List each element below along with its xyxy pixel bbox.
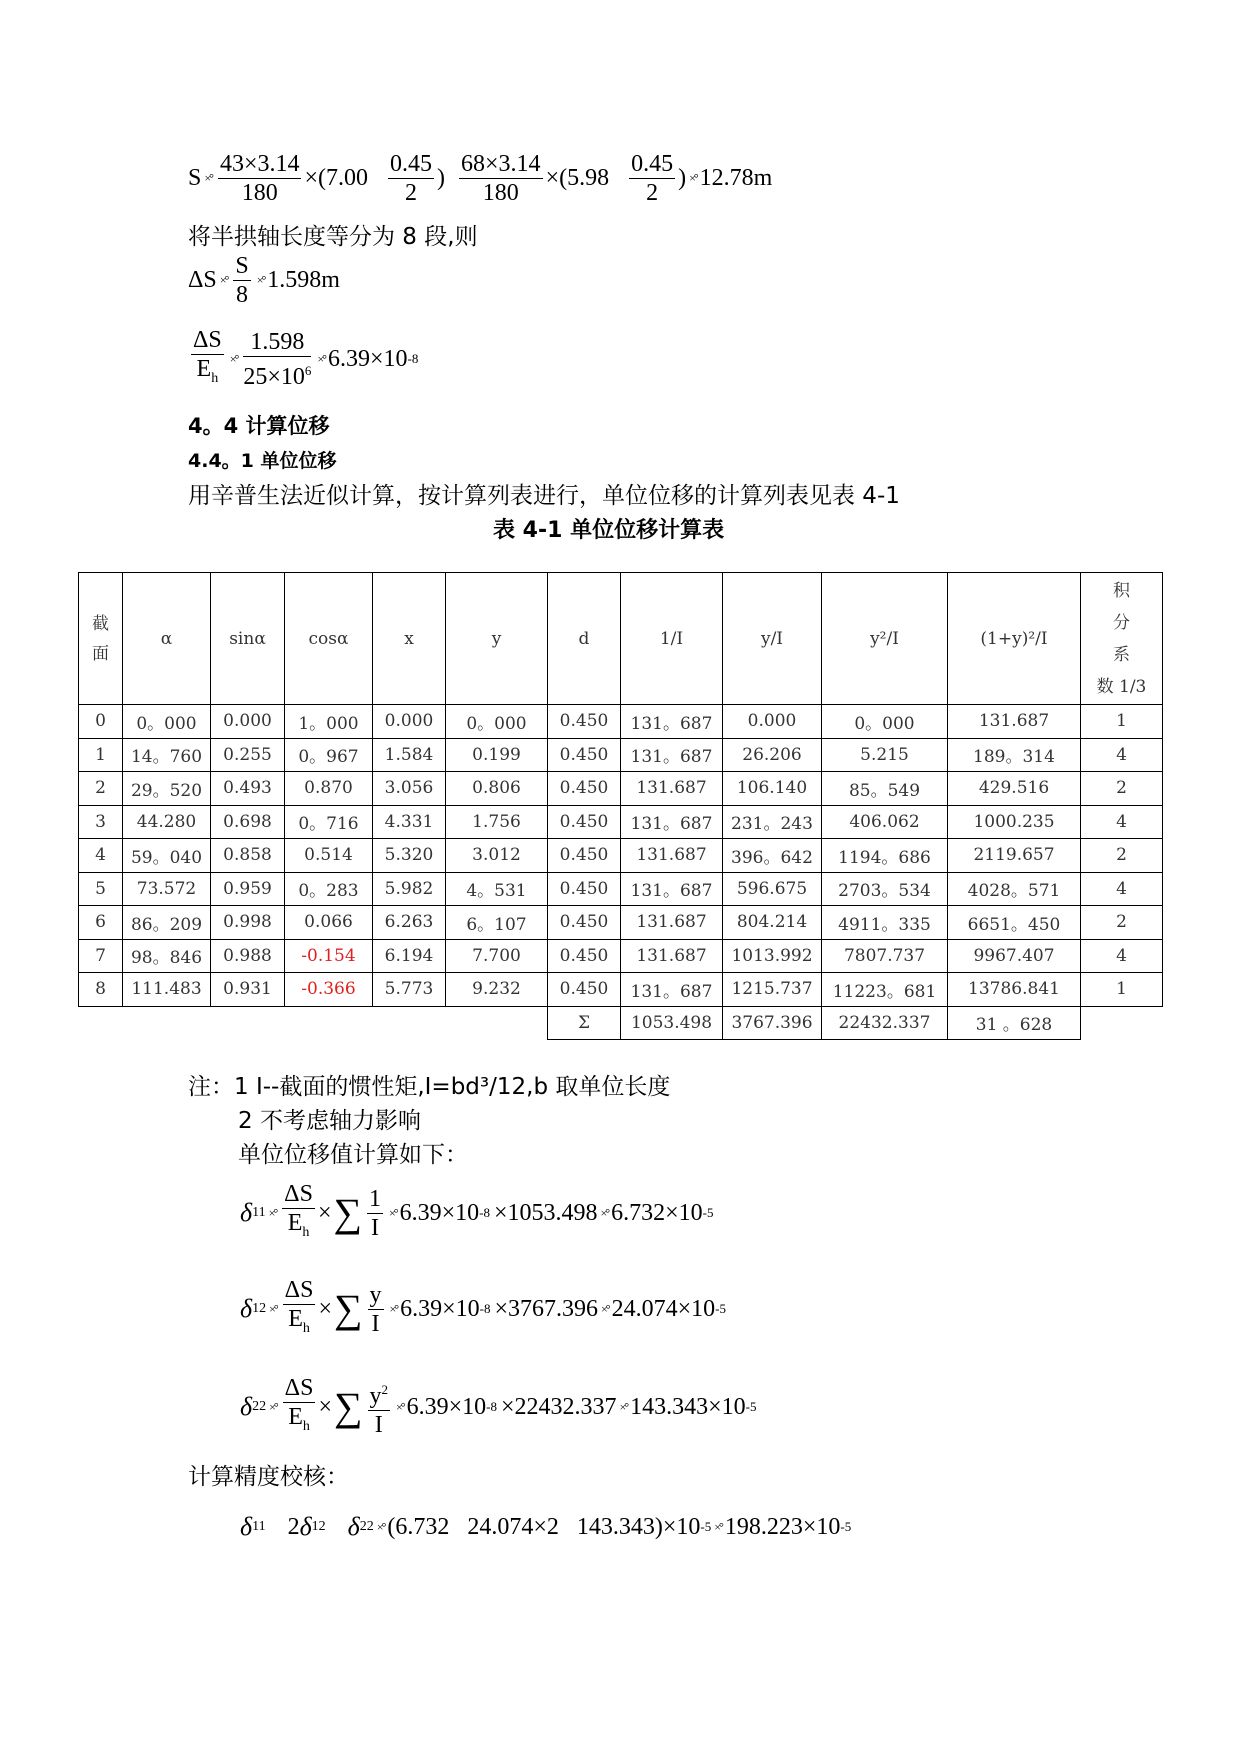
table-cell: 0.514 — [285, 839, 373, 873]
table-cell: 0.450 — [548, 805, 621, 839]
table-cell: 4。531 — [446, 872, 548, 906]
table-cell: 0.858 — [211, 839, 285, 873]
table-cell: 0.450 — [548, 906, 621, 940]
table-cell: 0.450 — [548, 772, 621, 806]
table-cell: 131.687 — [621, 906, 723, 940]
table-cell: 106.140 — [723, 772, 822, 806]
table-cell: 1 — [79, 738, 123, 772]
table-cell: -0.154 — [285, 939, 373, 973]
table-cell: 1.584 — [373, 738, 446, 772]
table-cell: 1 — [1081, 973, 1163, 1007]
table-cell: 0.255 — [211, 738, 285, 772]
table-cell: 131.687 — [621, 772, 723, 806]
table-cell: 0.931 — [211, 973, 285, 1007]
table-cell: 804.214 — [723, 906, 822, 940]
table-cell: 0.450 — [548, 738, 621, 772]
table-cell: 131。687 — [621, 705, 723, 739]
equation-check: δ 11 2 δ 12 δ 22 ×° (6.732 24.074×2 143.343)×10 -5 ×° 198.223×10 -5 — [240, 1512, 852, 1541]
table-title: 表 4-1 单位位移计算表 — [493, 518, 725, 543]
table-cell: 5.982 — [373, 872, 446, 906]
table-cell: 0.000 — [723, 705, 822, 739]
table-cell: 0。000 — [446, 705, 548, 739]
table-cell: -0.366 — [285, 973, 373, 1007]
table-cell: 5.773 — [373, 973, 446, 1007]
table-cell: 4 — [1081, 872, 1163, 906]
table-row — [79, 906, 1163, 940]
table-cell: 0.450 — [548, 839, 621, 873]
header-cell: y — [446, 573, 548, 705]
table-cell: 0。000 — [822, 705, 948, 739]
table-cell: 9967.407 — [948, 939, 1081, 973]
table-cell: 0。283 — [285, 872, 373, 906]
table-row — [79, 738, 1163, 772]
table-cell: 0.959 — [211, 872, 285, 906]
header-cell: 1/I — [621, 573, 723, 705]
table-cell: 231。243 — [723, 805, 822, 839]
header-cell: 积 分 系 数 1/3 — [1081, 573, 1163, 705]
table-cell: 8 — [79, 973, 123, 1007]
table-cell: 98。846 — [123, 939, 211, 973]
sum-cell: 1053.498 — [621, 1006, 723, 1040]
table-cell: 1194。686 — [822, 839, 948, 873]
table-cell: 0.000 — [211, 705, 285, 739]
table-cell: 9.232 — [446, 973, 548, 1007]
table-cell: 3.056 — [373, 772, 446, 806]
header-cell: 截 面 — [79, 573, 123, 705]
note-1: 注：1 I--截面的惯性矩,I=bd³/12,b 取单位长度 — [188, 1074, 671, 1100]
table-cell: 396。642 — [723, 839, 822, 873]
table-cell: 6.263 — [373, 906, 446, 940]
table-cell: 4.331 — [373, 805, 446, 839]
table-cell: 0.450 — [548, 705, 621, 739]
equation-delta-11: δ 11 ×° $\frac{\Delta S}{E_h}$ × ∑ $\frac{1}{I}$ ×° 6.39×10 -8 ×1053.498 ×° 6.732×10 -5 — [240, 1181, 714, 1241]
table-cell: 3.012 — [446, 839, 548, 873]
table-cell: 85。549 — [822, 772, 948, 806]
equation-arc-length: S ×° $\frac{43\times 3.14}{180}$ ×(7.00 $\frac{0.45}{2}$ ) $\frac{68\times 3.14}{180}$ ×(5.98 $\frac{0.45}{2}$ ) ×° 12.78m — [188, 151, 773, 206]
table-cell: 1215.737 — [723, 973, 822, 1007]
table-cell: 5 — [79, 872, 123, 906]
table-cell: 131。687 — [621, 973, 723, 1007]
table-cell: 29。520 — [123, 772, 211, 806]
table-cell: 4 — [1081, 805, 1163, 839]
table-cell: 131。687 — [621, 805, 723, 839]
table-cell: 0 — [79, 705, 123, 739]
note-2: 2 不考虑轴力影响 — [238, 1108, 421, 1134]
table-cell: 6.194 — [373, 939, 446, 973]
note-3: 单位位移值计算如下： — [238, 1142, 468, 1168]
table-cell: 0.450 — [548, 973, 621, 1007]
table-cell: 2 — [79, 772, 123, 806]
table-cell: 3 — [79, 805, 123, 839]
table-cell: 0.199 — [446, 738, 548, 772]
table-cell: 0。967 — [285, 738, 373, 772]
table-cell: 131。687 — [621, 872, 723, 906]
table-cell: 0.493 — [211, 772, 285, 806]
table-cell: 0.998 — [211, 906, 285, 940]
table-cell: 4 — [1081, 738, 1163, 772]
table-cell: 7.700 — [446, 939, 548, 973]
table-cell: 59。040 — [123, 839, 211, 873]
table-row — [79, 939, 1163, 973]
heading-4-4: 4。4 计算位移 — [188, 414, 330, 438]
table-row — [79, 805, 1163, 839]
table-cell: 596.675 — [723, 872, 822, 906]
header-cell: sinα — [211, 573, 285, 705]
table-cell: 0。716 — [285, 805, 373, 839]
table-row — [79, 872, 1163, 906]
header-cell: y²/I — [822, 573, 948, 705]
equation-delta-22: δ 22 ×° $\frac{\Delta S}{E_h}$ × ∑ $\frac{y^2}{I}$ ×° 6.39×10 -8 ×22432.337 ×° 143.343×10 -5 — [240, 1375, 757, 1438]
table-cell: 4 — [1081, 939, 1163, 973]
table-cell: 131.687 — [621, 839, 723, 873]
table-cell: 26.206 — [723, 738, 822, 772]
table-cell: 1 — [1081, 705, 1163, 739]
equation-delta-12: δ 12 ×° $\frac{\Delta S}{E_h}$ × ∑ $\frac{y}{I}$ ×° 6.39×10 -8 ×3767.396 ×° 24.074×10 -5 — [240, 1277, 726, 1337]
table-cell: 0.806 — [446, 772, 548, 806]
table-header-row — [79, 573, 1163, 705]
table-cell: 5.320 — [373, 839, 446, 873]
table-cell: 2119.657 — [948, 839, 1081, 873]
table-sum-row — [79, 1006, 1163, 1040]
table-cell: 4 — [79, 839, 123, 873]
table-cell: 1。000 — [285, 705, 373, 739]
table-cell: 0.988 — [211, 939, 285, 973]
table-row — [79, 772, 1163, 806]
table-cell: 0。000 — [123, 705, 211, 739]
table-cell: 73.572 — [123, 872, 211, 906]
table-cell: 4911。335 — [822, 906, 948, 940]
table-cell: 44.280 — [123, 805, 211, 839]
table-cell: 6 — [79, 906, 123, 940]
text-check: 计算精度校核： — [188, 1464, 349, 1490]
table-cell: 0.870 — [285, 772, 373, 806]
sum-cell: 31 。628 — [948, 1006, 1081, 1040]
table-cell: 131.687 — [621, 939, 723, 973]
table-row — [79, 973, 1163, 1007]
table-cell: 13786.841 — [948, 973, 1081, 1007]
table-cell: 189。314 — [948, 738, 1081, 772]
table-cell: 0.450 — [548, 872, 621, 906]
text-method: 用辛普生法近似计算，按计算列表进行，单位位移的计算列表见表 4-1 — [188, 483, 900, 509]
table-row — [79, 705, 1163, 739]
table-cell: 2 — [1081, 906, 1163, 940]
table-cell: 131.687 — [948, 705, 1081, 739]
table-cell: 1.756 — [446, 805, 548, 839]
table-cell: 0.066 — [285, 906, 373, 940]
table-cell: 6。107 — [446, 906, 548, 940]
table-cell: 2703。534 — [822, 872, 948, 906]
table-cell: 406.062 — [822, 805, 948, 839]
heading-4-4-1: 4.4。1 单位位移 — [188, 450, 337, 472]
equation-delta-s-over-eh: $\frac{\Delta S}{E_h}$ ×° $\frac{1.598}{25\times 10^6}$ ×° 6.39×10 -8 — [193, 327, 419, 390]
table-cell: 2 — [1081, 772, 1163, 806]
table-cell: 2 — [1081, 839, 1163, 873]
header-cell: x — [373, 573, 446, 705]
table-cell: 111.483 — [123, 973, 211, 1007]
table-cell: 6651。450 — [948, 906, 1081, 940]
sum-cell: 22432.337 — [822, 1006, 948, 1040]
table-cell: 7 — [79, 939, 123, 973]
unit-displacement-table — [78, 572, 1163, 1040]
sum-symbol: Σ — [548, 1006, 621, 1040]
table-cell: 7807.737 — [822, 939, 948, 973]
table-cell: 429.516 — [948, 772, 1081, 806]
table-cell: 0.450 — [548, 939, 621, 973]
table-cell: 1013.992 — [723, 939, 822, 973]
table-cell: 4028。571 — [948, 872, 1081, 906]
table-cell: 131。687 — [621, 738, 723, 772]
table-cell: 14。760 — [123, 738, 211, 772]
header-cell: (1+y)²/I — [948, 573, 1081, 705]
table-cell: 5.215 — [822, 738, 948, 772]
table-cell: 11223。681 — [822, 973, 948, 1007]
equation-delta-s: ΔS ×° $\frac{S}{8}$ ×° 1.598m — [188, 253, 340, 308]
header-cell: y/I — [723, 573, 822, 705]
header-cell: α — [123, 573, 211, 705]
sum-cell: 3767.396 — [723, 1006, 822, 1040]
table-cell: 0.000 — [373, 705, 446, 739]
text-divide: 将半拱轴长度等分为 8 段,则 — [188, 224, 478, 250]
table-cell: 1000.235 — [948, 805, 1081, 839]
table-cell: 86。209 — [123, 906, 211, 940]
table-row — [79, 839, 1163, 873]
header-cell: d — [548, 573, 621, 705]
table-cell: 0.698 — [211, 805, 285, 839]
header-cell: cosα — [285, 573, 373, 705]
